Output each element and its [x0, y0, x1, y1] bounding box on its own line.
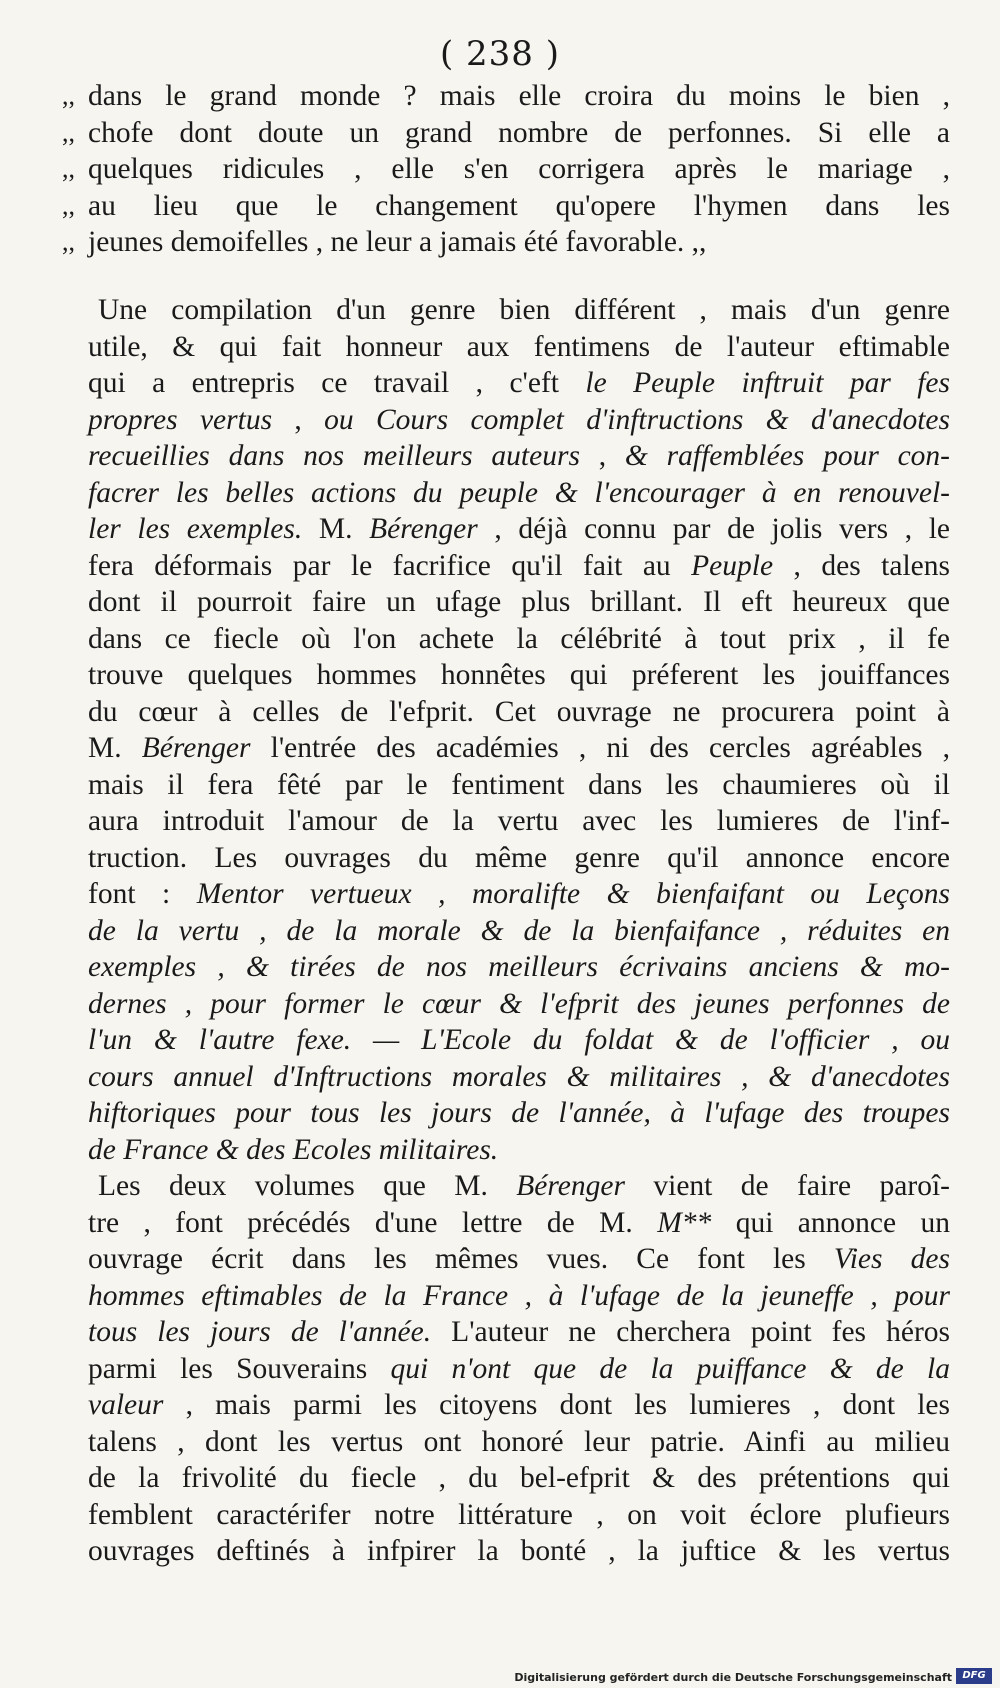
- italic-text: & raffemblées pour con-: [624, 440, 951, 472]
- text-run: ouvrage écrit dans les mêmes vues. Ce font les: [88, 1243, 834, 1275]
- body-line: [88, 1095, 950, 1132]
- body-text: [88, 292, 950, 1570]
- body-line: [88, 438, 950, 475]
- italic-text: tous les jours de l'année.: [88, 1316, 432, 1348]
- text-run: dont il pourroit faire un ufage plus brillant. Il eft heureux que: [88, 586, 950, 618]
- text-run: trouve quelques hommes honnêtes qui préferent les jouiffances: [88, 659, 950, 691]
- text-run: tre , font précédés d'une lettre de M.: [88, 1206, 658, 1239]
- quote-line-text: jeunes demoifelles , ne leur a jamais été favorable. ,,: [88, 226, 707, 258]
- body-line: [88, 402, 950, 439]
- body-line: [88, 730, 950, 767]
- body-line: [88, 767, 950, 804]
- italic-text: Vies des: [833, 1243, 950, 1275]
- quote-line: [62, 188, 950, 225]
- italic-text: valeur: [88, 1389, 164, 1421]
- body-line: [88, 1168, 950, 1205]
- body-line: [88, 1059, 950, 1096]
- quote-line-text: au lieu que le changement qu'opere l'hymen dans les: [88, 189, 950, 222]
- text-run: mais il fera fêté par le fentiment dans les chaumieres où il: [88, 768, 950, 801]
- page-number: ( 238 ): [439, 34, 561, 74]
- body-line: [88, 694, 950, 731]
- text-run: ouvrages deftinés à infpirer la bonté , la juftice & les vertus: [88, 1535, 950, 1567]
- body-line: [88, 949, 950, 986]
- body-line: [88, 876, 950, 913]
- italic-text: Bérenger: [141, 732, 251, 764]
- text-run: , déjà connu par de jolis vers , le: [477, 513, 950, 545]
- text-run: femblent caractérifer notre littérature , on voit éclore plufieurs: [88, 1498, 950, 1531]
- quote-line: [62, 78, 950, 115]
- italic-text: propres vertus: [88, 403, 273, 436]
- text-run: L'auteur ne cherchera point fes héros: [431, 1316, 951, 1348]
- text-run: ,: [272, 403, 325, 436]
- quote-mark: ,,: [62, 227, 75, 256]
- text-run: , mais parmi les citoyens dont les lumieres , dont les: [163, 1389, 950, 1421]
- body-line: [88, 1497, 950, 1534]
- italic-text: exemples , & tirées de nos meilleurs écrivains anciens & mo-: [88, 951, 950, 983]
- body-line: [88, 329, 950, 366]
- body-line: [88, 1424, 950, 1461]
- italic-text: qui n'ont que de la puiffance & de la: [390, 1352, 950, 1385]
- italic-text: recueillies dans nos meilleurs auteurs: [88, 440, 580, 472]
- italic-text: le Peuple inftruit par fes: [585, 367, 951, 399]
- italic-text: Bérenger: [369, 513, 478, 545]
- italic-text: cours annuel d'Inftructions morales & militaires , & d'anecdotes: [88, 1060, 950, 1093]
- quote-line-text: chofe dont doute un grand nombre de perfonnes. Si elle a: [88, 116, 950, 149]
- body-line: [88, 1241, 950, 1278]
- text-run: , des talens: [773, 549, 950, 582]
- text-run: du cœur à celles de l'efprit. Cet ouvrage ne procurera point à: [88, 695, 950, 728]
- quote-block: [62, 78, 950, 261]
- quote-mark: ,,: [62, 81, 75, 110]
- dfg-logo: DFG: [956, 1668, 992, 1684]
- text-run: qui a entrepris ce travail , c'eft: [88, 367, 586, 399]
- quote-line-text: dans le grand monde ? mais elle croira du moins le bien ,: [88, 80, 950, 112]
- body-line: [88, 621, 950, 658]
- body-line: [88, 986, 950, 1023]
- body-line: [88, 1022, 950, 1059]
- body-line: [88, 365, 950, 402]
- text-run: Une compilation d'un genre bien différent , mais d'un genre: [98, 294, 950, 326]
- body-line: [88, 840, 950, 877]
- text-run: utile, & qui fait honneur aux fentimens de l'auteur eftimable: [88, 330, 950, 363]
- quote-line: [62, 224, 950, 261]
- body-line: [88, 475, 950, 512]
- text-run: qui annonce un: [711, 1206, 950, 1239]
- body-line: [88, 1205, 950, 1242]
- body-line: [88, 657, 950, 694]
- italic-text: ou Cours complet d'inftructions & d'anecdotes: [324, 403, 950, 436]
- text-run: ,: [579, 440, 625, 472]
- italic-text: Bérenger: [516, 1170, 625, 1202]
- italic-text: dernes , pour former le cœur & l'efprit des jeunes perfonnes de: [88, 987, 950, 1020]
- text-run: M.: [88, 732, 142, 764]
- quote-line: [62, 115, 950, 152]
- quote-mark: ,,: [62, 190, 75, 220]
- body-line: [88, 292, 950, 329]
- italic-text: ler les exemples.: [88, 513, 303, 545]
- body-line: [88, 1314, 950, 1351]
- italic-text: facrer les belles actions du peuple & l'encourager à en renouvel-: [88, 476, 950, 509]
- text-run: parmi les Souverains: [88, 1352, 391, 1385]
- body-line: [88, 584, 950, 621]
- quote-line: [62, 151, 950, 188]
- body-line: [88, 1132, 950, 1169]
- text-run: aura introduit l'amour de la vertu avec les lumieres de l'inf-: [88, 805, 950, 837]
- body-line: [88, 511, 950, 548]
- text-run: Les deux volumes que M.: [98, 1170, 517, 1202]
- body-line: [88, 1351, 950, 1388]
- italic-text: l'un & l'autre fexe. — L'Ecole du foldat & de l'officier , ou: [88, 1024, 950, 1056]
- body-line: [88, 1278, 950, 1315]
- italic-text: de France & des Ecoles militaires.: [88, 1133, 499, 1166]
- body-line: [88, 803, 950, 840]
- text-run: dans ce fiecle où l'on achete la célébrité à tout prix , il fe: [88, 622, 950, 655]
- italic-text: de la vertu , de la morale & de la bienfaifance , réduites en: [88, 914, 950, 947]
- quote-mark: ,,: [62, 154, 75, 183]
- text-run: l'entrée des académies , ni des cercles agréables ,: [250, 732, 950, 764]
- text-run: fera déformais par le facrifice qu'il fait au: [88, 549, 692, 582]
- text-run: vient de faire paroî-: [624, 1170, 950, 1202]
- text-run: font :: [88, 878, 197, 910]
- quote-line-text: quelques ridicules , elle s'en corrigera après le mariage ,: [88, 153, 950, 185]
- body-line: [88, 1533, 950, 1570]
- italic-text: hiftoriques pour tous les jours de l'année, à l'ufage des troupes: [88, 1097, 950, 1129]
- quote-mark: ,,: [62, 117, 75, 147]
- text-run: de la frivolité du fiecle , du bel-efprit & des prétentions qui: [88, 1462, 950, 1494]
- body-line: [88, 1387, 950, 1424]
- italic-text: M**: [657, 1206, 712, 1239]
- digitization-credit: Digitalisierung gefördert durch die Deutsche Forschungsgemeinschaft: [514, 1671, 952, 1684]
- text-run: M.: [302, 513, 370, 545]
- italic-text: Mentor vertueux , moralifte & bienfaifant ou Leçons: [196, 878, 950, 910]
- body-line: [88, 1460, 950, 1497]
- text-run: truction. Les ouvrages du même genre qu'il annonce encore: [88, 841, 950, 874]
- body-line: [88, 913, 950, 950]
- italic-text: hommes eftimables de la France , à l'ufage de la jeuneffe , pour: [88, 1279, 950, 1312]
- italic-text: Peuple: [691, 549, 774, 582]
- text-run: talens , dont les vertus ont honoré leur patrie. Ainfi au milieu: [88, 1425, 950, 1458]
- body-line: [88, 548, 950, 585]
